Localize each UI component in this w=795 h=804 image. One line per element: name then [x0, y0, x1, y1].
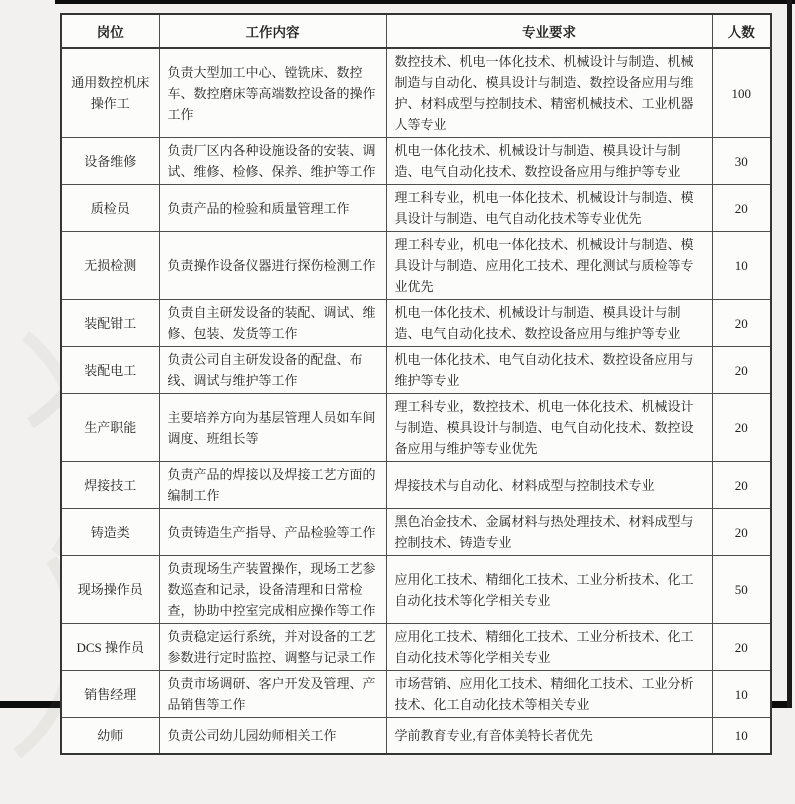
- headcount-cell: 20: [712, 462, 771, 509]
- table-row: [61, 138, 771, 185]
- requirements-cell: 应用化工技术、精细化工技术、工业分析技术、化工自动化技术等化学相关专业: [386, 556, 712, 624]
- headcount-cell: 30: [712, 138, 771, 185]
- header-headcount: 人数: [712, 14, 771, 48]
- requirements-cell: 焊接技术与自动化、材料成型与控制技术专业: [386, 462, 712, 509]
- duties-cell: 负责自主研发设备的装配、调试、维修、包装、发货等工作: [159, 300, 386, 347]
- requirements-cell: 理工科专业，机电一体化技术、机械设计与制造、模具设计与制造、应用化工技术、理化测试与质检等专业优先: [386, 232, 712, 300]
- position-cell: 质检员: [61, 185, 159, 232]
- scan-edge-right: [787, 0, 792, 708]
- table-row: [61, 462, 771, 509]
- headcount-cell: 20: [712, 347, 771, 394]
- position-cell: 生产职能: [61, 394, 159, 462]
- headcount-cell: 20: [712, 624, 771, 671]
- position-cell: DCS 操作员: [61, 624, 159, 671]
- table-row: [61, 556, 771, 624]
- table-row: [61, 185, 771, 232]
- scan-edge-top: [55, 0, 795, 4]
- table-row: [61, 232, 771, 300]
- duties-cell: 负责操作设备仪器进行探伤检测工作: [159, 232, 386, 300]
- requirements-cell: 市场营销、应用化工技术、精细化工技术、工业分析技术、化工自动化技术等相关专业: [386, 671, 712, 718]
- headcount-cell: 10: [712, 671, 771, 718]
- duties-cell: 负责铸造生产指导、产品检验等工作: [159, 509, 386, 556]
- duties-cell: 负责稳定运行系统，并对设备的工艺参数进行定时监控、调整与记录工作: [159, 624, 386, 671]
- table-row: [61, 509, 771, 556]
- position-cell: 销售经理: [61, 671, 159, 718]
- table-row: [61, 48, 771, 138]
- position-cell: 通用数控机床操作工: [61, 48, 159, 138]
- position-cell: 无损检测: [61, 232, 159, 300]
- headcount-cell: 20: [712, 509, 771, 556]
- duties-cell: 负责厂区内各种设施设备的安装、调试、维修、检修、保养、维护等工作: [159, 138, 386, 185]
- header-position: 岗位: [61, 14, 159, 48]
- duties-cell: 负责现场生产装置操作，现场工艺参数巡查和记录，设备清理和日常检查，协助中控室完成相应操作等工作: [159, 556, 386, 624]
- duties-cell: 负责市场调研、客户开发及管理、产品销售等工作: [159, 671, 386, 718]
- requirements-cell: 机电一体化技术、机械设计与制造、模具设计与制造、电气自动化技术、数控设备应用与维护等专业: [386, 300, 712, 347]
- table-row: [61, 671, 771, 718]
- headcount-cell: 10: [712, 232, 771, 300]
- table-header-row: [61, 14, 771, 48]
- recruitment-table: [60, 13, 772, 755]
- position-cell: 装配钳工: [61, 300, 159, 347]
- position-cell: 铸造类: [61, 509, 159, 556]
- headcount-cell: 20: [712, 185, 771, 232]
- requirements-cell: 理工科专业，数控技术、机电一体化技术、机械设计与制造、模具设计与制造、电气自动化技术、数控设备应用与维护等专业优先: [386, 394, 712, 462]
- header-requirements: 专业要求: [386, 14, 712, 48]
- requirements-cell: 数控技术、机电一体化技术、机械设计与制造、机械制造与自动化、模具设计与制造、数控设备应用与维护、材料成型与控制技术、精密机械技术、工业机器人等专业: [386, 48, 712, 138]
- table-row: [61, 394, 771, 462]
- headcount-cell: 20: [712, 300, 771, 347]
- requirements-cell: 机电一体化技术、电气自动化技术、数控设备应用与维护等专业: [386, 347, 712, 394]
- headcount-cell: 10: [712, 718, 771, 754]
- duties-cell: 负责公司自主研发设备的配盘、布线、调试与维护等工作: [159, 347, 386, 394]
- position-cell: 幼师: [61, 718, 159, 754]
- requirements-cell: 学前教育专业,有音体美特长者优先: [386, 718, 712, 754]
- table-row: [61, 624, 771, 671]
- table-row: [61, 300, 771, 347]
- position-cell: 装配电工: [61, 347, 159, 394]
- headcount-cell: 100: [712, 48, 771, 138]
- duties-cell: 负责产品的检验和质量管理工作: [159, 185, 386, 232]
- requirements-cell: 机电一体化技术、机械设计与制造、模具设计与制造、电气自动化技术、数控设备应用与维护等专业: [386, 138, 712, 185]
- duties-cell: 负责大型加工中心、镗铣床、数控车、数控磨床等高端数控设备的操作工作: [159, 48, 386, 138]
- table-row: [61, 347, 771, 394]
- duties-cell: 负责公司幼儿园幼师相关工作: [159, 718, 386, 754]
- position-cell: 焊接技工: [61, 462, 159, 509]
- position-cell: 现场操作员: [61, 556, 159, 624]
- position-cell: 设备维修: [61, 138, 159, 185]
- headcount-cell: 20: [712, 394, 771, 462]
- duties-cell: 负责产品的焊接以及焊接工艺方面的编制工作: [159, 462, 386, 509]
- duties-cell: 主要培养方向为基层管理人员如车间调度、班组长等: [159, 394, 386, 462]
- table-row: [61, 718, 771, 754]
- requirements-cell: 应用化工技术、精细化工技术、工业分析技术、化工自动化技术等化学相关专业: [386, 624, 712, 671]
- headcount-cell: 50: [712, 556, 771, 624]
- header-duties: 工作内容: [159, 14, 386, 48]
- requirements-cell: 黑色冶金技术、金属材料与热处理技术、材料成型与控制技术、铸造专业: [386, 509, 712, 556]
- requirements-cell: 理工科专业，机电一体化技术、机械设计与制造、模具设计与制造、电气自动化技术等专业优先: [386, 185, 712, 232]
